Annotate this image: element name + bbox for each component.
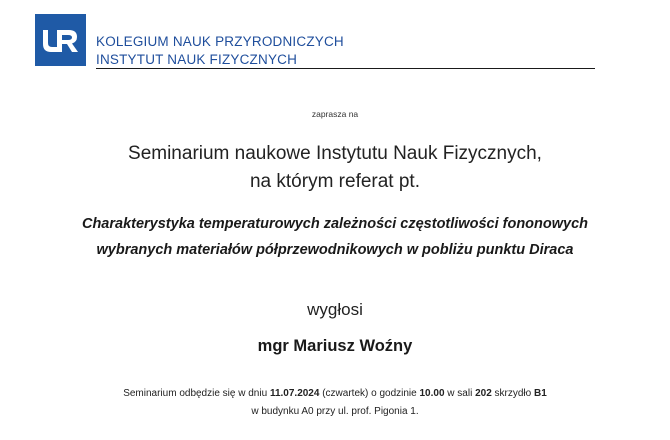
institute-name: INSTYTUT NAUK FIZYCZNYCH: [96, 52, 298, 67]
invites-text: zaprasza na: [311, 109, 359, 119]
details-text: Seminarium odbędzie się w dniu: [123, 388, 270, 399]
university-logo-icon: [35, 14, 86, 66]
details-text: skrzydło: [491, 388, 534, 399]
institution-name: KOLEGIUM NAUK PRZYRODNICZYCH: [96, 34, 344, 49]
seminar-title-line1: Seminarium naukowe Instytutu Nauk Fizycznych,: [128, 143, 542, 164]
talk-topic-line2: wybranych materiałów półprzewodnikowych w pobliżu punktu Diraca: [96, 242, 574, 258]
seminar-wing: B1: [534, 388, 547, 399]
seminar-details-line1: [0, 388, 670, 399]
details-text: w sali: [444, 388, 476, 399]
seminar-title-line2: na którym referat pt.: [249, 171, 420, 192]
talk-topic-line1: Charakterystyka temperaturowych zależności częstotliwości fononowych: [81, 216, 589, 232]
presents-label: wygłosi: [307, 300, 363, 319]
seminar-room: 202: [475, 388, 492, 399]
seminar-details-line2: w budynku A0 przy ul. prof. Pigonia 1.: [251, 406, 419, 417]
header: [35, 14, 595, 68]
seminar-date: 11.07.2024: [269, 388, 320, 399]
speaker-name: mgr Mariusz Woźny: [257, 337, 413, 355]
header-divider: [96, 68, 595, 69]
seminar-time: 10.00: [419, 388, 445, 399]
details-text: (czwartek) o godzinie: [319, 388, 420, 399]
